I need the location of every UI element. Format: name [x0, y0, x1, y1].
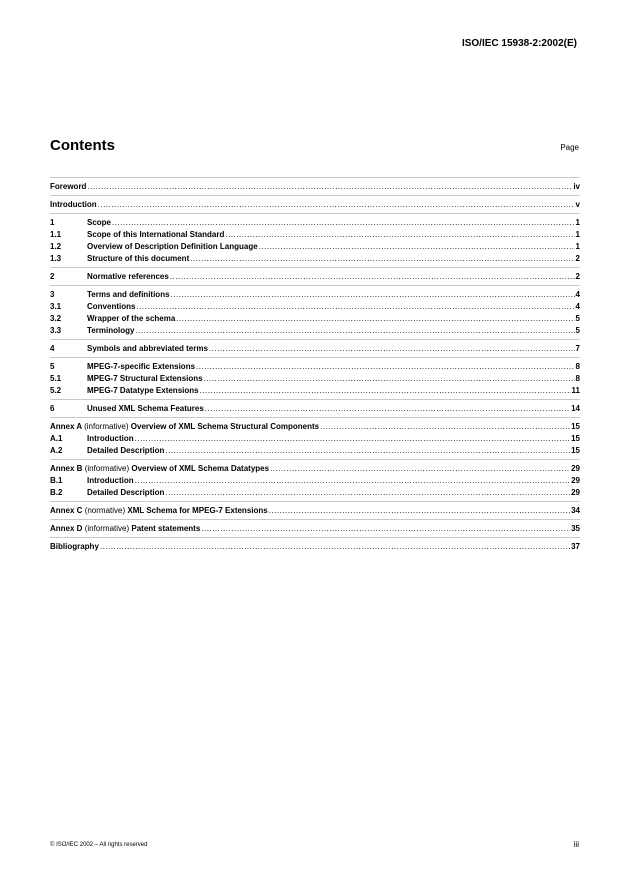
- toc-entry-title: Scope of this International Standard: [87, 230, 225, 239]
- dot-leader: [112, 217, 575, 229]
- toc-entry[interactable]: [50, 325, 580, 337]
- dot-leader: [100, 541, 570, 553]
- annex-kind: (informative): [84, 422, 129, 431]
- dot-leader: [87, 181, 572, 193]
- toc-entry[interactable]: [50, 463, 580, 475]
- toc-entry-number: 5.2: [50, 386, 62, 395]
- annex-title: Patent statements: [131, 524, 201, 533]
- toc-entry[interactable]: [50, 505, 580, 517]
- toc-entry[interactable]: [50, 487, 580, 499]
- toc-entry-number: 3.2: [50, 314, 62, 323]
- toc-entry-number: 6: [50, 404, 55, 413]
- toc-entry-title: Scope: [87, 218, 112, 227]
- toc-entry[interactable]: [50, 445, 580, 457]
- toc-entry-title: Structure of this document: [87, 254, 190, 263]
- toc-entry-number: 5.1: [50, 374, 62, 383]
- toc-entry-title: Foreword: [50, 182, 87, 191]
- toc-entry-page: 1: [575, 242, 580, 251]
- toc-entry-page: 1: [575, 230, 580, 239]
- toc-divider: [50, 537, 580, 538]
- toc-entry-page: 29: [571, 476, 580, 485]
- toc-entry-title: Terminology: [87, 326, 135, 335]
- dot-leader: [170, 271, 575, 283]
- toc-entry-page: 15: [571, 446, 580, 455]
- toc-entry[interactable]: [50, 253, 580, 265]
- toc-entry-title: Conventions: [87, 302, 136, 311]
- dot-leader: [209, 343, 575, 355]
- toc-entry[interactable]: [50, 361, 580, 373]
- toc-entry-title: Terms and definitions: [87, 290, 170, 299]
- toc-entry-title: MPEG-7-specific Extensions: [87, 362, 196, 371]
- dot-leader: [225, 229, 574, 241]
- dot-leader: [135, 433, 570, 445]
- toc-entry[interactable]: [50, 271, 580, 283]
- annex-kind: (informative): [84, 464, 130, 473]
- toc-divider: [50, 519, 580, 520]
- toc-entry-page: iv: [573, 182, 580, 191]
- toc-entry-title: [50, 421, 319, 433]
- toc-entry-title: Wrapper of the schema: [87, 314, 176, 323]
- dot-leader: [135, 325, 574, 337]
- toc-entry-page: 4: [575, 302, 580, 311]
- dot-leader: [200, 385, 571, 397]
- toc-entry[interactable]: [50, 385, 580, 397]
- toc-entry-number: 1.1: [50, 230, 62, 239]
- toc-entry-page: 5: [575, 326, 580, 335]
- toc-entry[interactable]: [50, 523, 580, 535]
- toc-entry[interactable]: [50, 229, 580, 241]
- toc-entry-number: 5: [50, 362, 55, 371]
- toc-entry[interactable]: [50, 475, 580, 487]
- toc-entry[interactable]: [50, 241, 580, 253]
- toc-divider: [50, 177, 580, 178]
- toc-entry-page: 11: [571, 386, 580, 395]
- toc-entry-number: 1.2: [50, 242, 62, 251]
- toc-entry-number: B.2: [50, 488, 63, 497]
- toc-entry-page: 14: [571, 404, 580, 413]
- toc-entry-number: 1: [50, 218, 55, 227]
- toc-divider: [50, 459, 580, 460]
- toc-entry-page: 15: [571, 434, 580, 443]
- dot-leader: [135, 475, 570, 487]
- toc-divider: [50, 267, 580, 268]
- toc-entry-title: Overview of Description Definition Language: [87, 242, 258, 251]
- toc-entry-page: 37: [571, 542, 580, 551]
- dot-leader: [98, 199, 575, 211]
- dot-leader: [320, 421, 570, 433]
- toc-entry-title: Bibliography: [50, 542, 99, 551]
- toc-divider: [50, 417, 580, 418]
- toc-entry[interactable]: [50, 373, 580, 385]
- dot-leader: [259, 241, 575, 253]
- table-of-contents: [50, 175, 580, 553]
- toc-entry-title: Detailed Description: [87, 446, 165, 455]
- document-header-id: ISO/IEC 15938-2:2002(E): [461, 38, 577, 49]
- toc-entry-number: 3: [50, 290, 55, 299]
- dot-leader: [270, 463, 570, 475]
- dot-leader: [205, 403, 570, 415]
- copyright-notice: © ISO/IEC 2002 – All rights reserved: [50, 842, 148, 848]
- toc-entry-page: v: [575, 200, 580, 209]
- toc-entry-page: 7: [575, 344, 580, 353]
- toc-entry-title: [50, 523, 200, 535]
- toc-entry-page: 29: [571, 488, 580, 497]
- dot-leader: [204, 373, 575, 385]
- toc-divider: [50, 501, 580, 502]
- toc-entry[interactable]: [50, 421, 580, 433]
- toc-entry-page: 34: [571, 506, 580, 515]
- dot-leader: [165, 487, 570, 499]
- annex-kind: (informative): [84, 524, 130, 533]
- toc-entry[interactable]: [50, 313, 580, 325]
- toc-entry-title: Introduction: [87, 434, 134, 443]
- toc-entry[interactable]: [50, 541, 580, 553]
- toc-entry-number: 3.3: [50, 326, 62, 335]
- toc-entry-number: B.1: [50, 476, 63, 485]
- dot-leader: [269, 505, 570, 517]
- contents-heading: Contents: [50, 137, 115, 154]
- toc-divider: [50, 339, 580, 340]
- toc-entry-page: 29: [571, 464, 580, 473]
- toc-entry-title: Unused XML Schema Features: [87, 404, 204, 413]
- toc-entry-number: 2: [50, 272, 55, 281]
- toc-divider: [50, 195, 580, 196]
- toc-entry-title: [50, 505, 268, 517]
- dot-leader: [165, 445, 570, 457]
- dot-leader: [201, 523, 570, 535]
- page-column-label: Page: [560, 143, 579, 152]
- annex-title: Overview of XML Schema Structural Components: [130, 422, 320, 431]
- toc-entry[interactable]: [50, 289, 580, 301]
- toc-entry-number: 3.1: [50, 302, 62, 311]
- annex-label: Annex C: [50, 506, 83, 515]
- toc-divider: [50, 213, 580, 214]
- toc-entry[interactable]: [50, 403, 580, 415]
- annex-title: XML Schema for MPEG-7 Extensions: [127, 506, 268, 515]
- dot-leader: [196, 361, 575, 373]
- toc-entry[interactable]: [50, 181, 580, 193]
- toc-entry-number: 1.3: [50, 254, 62, 263]
- toc-entry-title: Introduction: [50, 200, 97, 209]
- toc-entry-number: 4: [50, 344, 55, 353]
- toc-entry[interactable]: [50, 433, 580, 445]
- toc-entry-page: 15: [571, 422, 580, 431]
- toc-entry-page: 2: [575, 272, 580, 281]
- dot-leader: [190, 253, 574, 265]
- toc-entry[interactable]: [50, 343, 580, 355]
- toc-entry-title: MPEG-7 Structural Extensions: [87, 374, 203, 383]
- dot-leader: [171, 289, 575, 301]
- toc-entry-page: 2: [575, 254, 580, 263]
- toc-entry-page: 8: [575, 362, 580, 371]
- toc-entry-title: Detailed Description: [87, 488, 165, 497]
- toc-entry-title: Symbols and abbreviated terms: [87, 344, 208, 353]
- toc-entry-page: 5: [575, 314, 580, 323]
- dot-leader: [136, 301, 574, 313]
- toc-divider: [50, 357, 580, 358]
- toc-entry-page: 4: [575, 290, 580, 299]
- annex-title: Overview of XML Schema Datatypes: [131, 464, 270, 473]
- toc-entry-page: 1: [575, 218, 580, 227]
- toc-entry[interactable]: [50, 217, 580, 229]
- annex-label: Annex D: [50, 524, 83, 533]
- toc-divider: [50, 285, 580, 286]
- toc-entry[interactable]: [50, 199, 580, 211]
- toc-entry-number: A.1: [50, 434, 63, 443]
- toc-divider: [50, 399, 580, 400]
- toc-entry-title: Introduction: [87, 476, 134, 485]
- toc-entry-page: 8: [575, 374, 580, 383]
- toc-entry-number: A.2: [50, 446, 63, 455]
- annex-label: Annex B: [50, 464, 83, 473]
- annex-label: Annex A: [50, 422, 82, 431]
- page-number: iii: [573, 840, 579, 849]
- annex-kind: (normative): [84, 506, 126, 515]
- toc-entry[interactable]: [50, 301, 580, 313]
- toc-entry-page: 35: [571, 524, 580, 533]
- dot-leader: [176, 313, 574, 325]
- toc-entry-title: MPEG-7 Datatype Extensions: [87, 386, 199, 395]
- toc-entry-title: [50, 463, 269, 475]
- toc-entry-title: Normative references: [87, 272, 169, 281]
